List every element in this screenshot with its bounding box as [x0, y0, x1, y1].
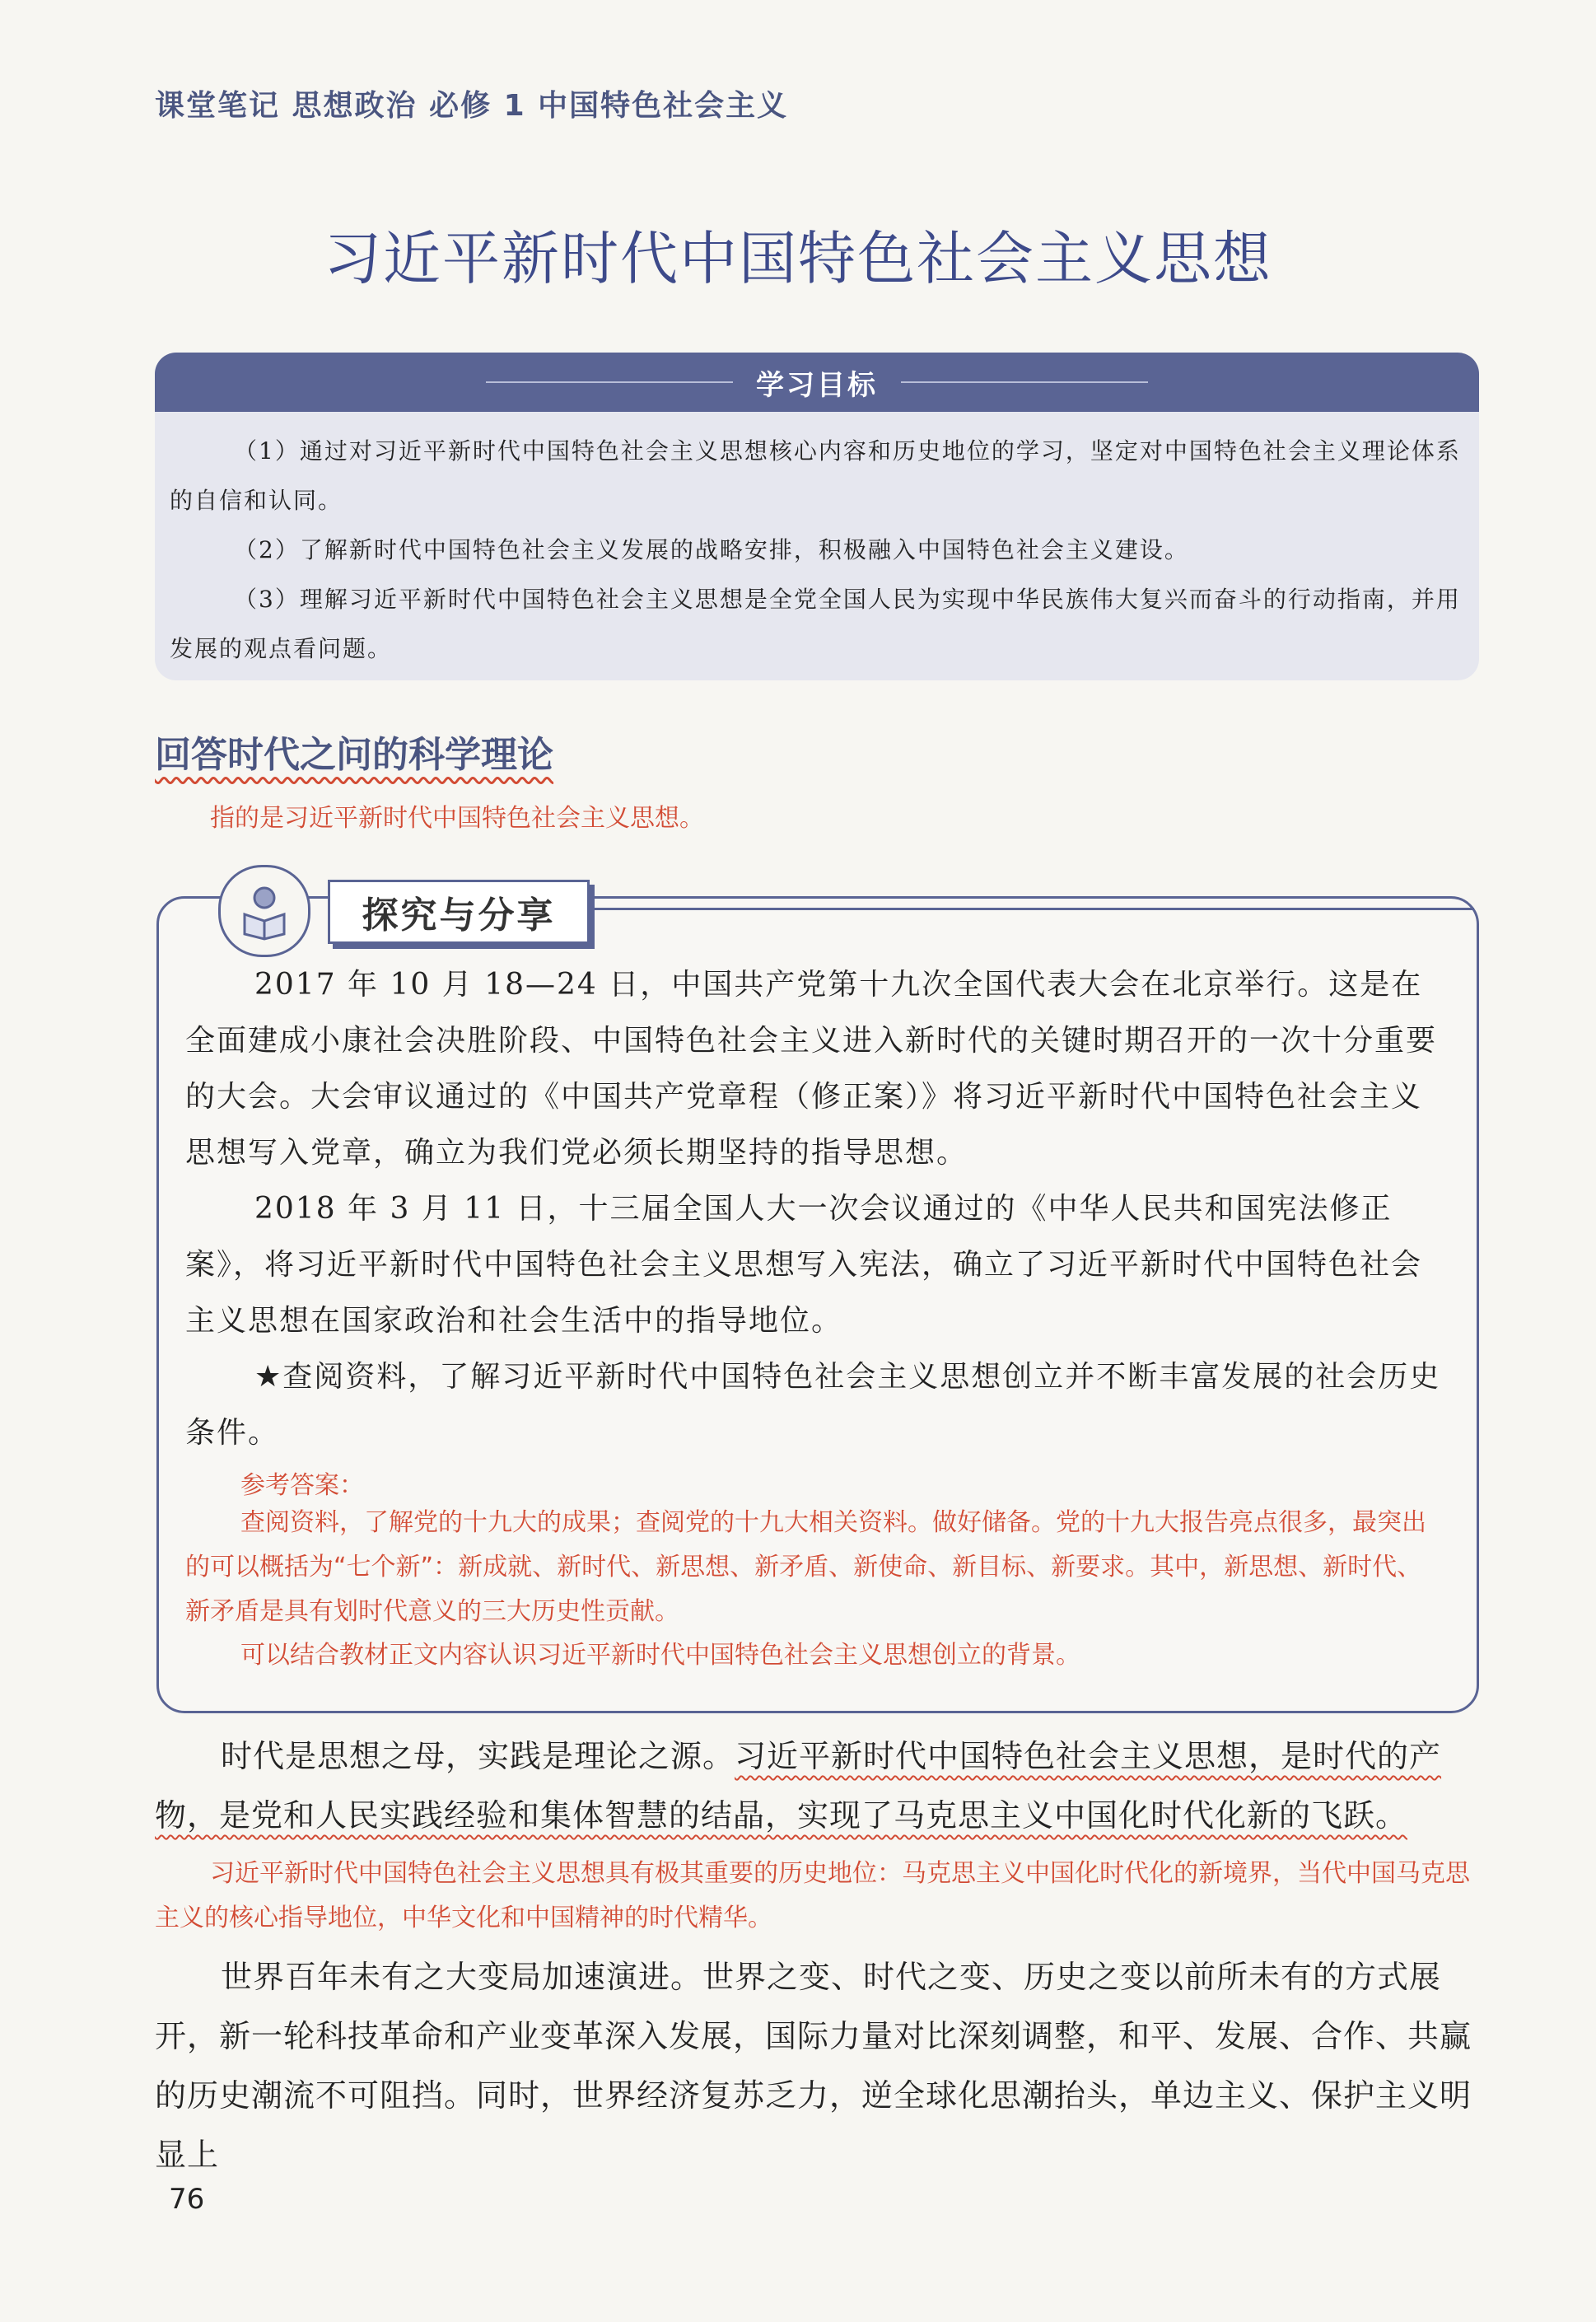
body-paragraph-1-lead: 时代是思想之母，实践是理论之源。 — [221, 1738, 735, 1774]
learning-goals-box — [155, 353, 1479, 680]
history-status-note: 习近平新时代中国特色社会主义思想具有极其重要的历史地位：马克思主义中国化时代化的新境界，当代中国马克思主义的核心指导地位，中华文化和中国精神的时代精华。 — [155, 1859, 1470, 1932]
divider-line — [901, 381, 1148, 383]
explore-title: 探究与分享 — [362, 895, 556, 937]
explore-task: ★查阅资料，了解习近平新时代中国特色社会主义思想创立并不断丰富发展的社会历史条件。 — [185, 1360, 1441, 1450]
page-number: 76 — [169, 2183, 205, 2216]
page-title: 习近平新时代中国特色社会主义思想 — [324, 225, 1272, 292]
explore-title-rule — [585, 908, 1474, 910]
reader-icon — [218, 865, 310, 957]
section-heading: 回答时代之问的科学理论 — [155, 734, 553, 776]
divider-line — [486, 381, 733, 383]
body-paragraph-2: 世界百年未有之大变局加速演进。世界之变、时代之变、历史之变以前所未有的方式展开，新一轮科技革命和产业变革深入发展，国际力量对比深刻调整，和平、发展、合作、共赢的历史潮流不可阻挡。同时，世界经济复苏乏力，逆全球化思潮抬头，单边主义、保护主义明显上 — [155, 1959, 1472, 2173]
goal-item-3: （3）理解习近平新时代中国特色社会主义思想是全党全国人民为实现中华民族伟大复兴而奋斗的行动指南，并用发展的观点看问题。 — [170, 586, 1461, 662]
body-paragraph-1 — [155, 1726, 1479, 1845]
section-note: 指的是习近平新时代中国特色社会主义思想。 — [210, 804, 704, 833]
running-header: 课堂笔记 思想政治 必修 1 中国特色社会主义 — [155, 89, 789, 123]
explore-paragraph-2: 2018 年 3 月 11 日，十三届全国人大一次会议通过的《中华人民共和国宪法修正案》，将习近平新时代中国特色社会主义思想写入宪法，确立了习近平新时代中国特色社会主义思想在国家政治和社会生活中的指导地位。 — [185, 1192, 1423, 1338]
goal-item-1: （1）通过对习近平新时代中国特色社会主义思想核心内容和历史地位的学习，坚定对中国特色社会主义理论体系的自信和认同。 — [170, 437, 1461, 514]
goal-item-2: （2）了解新时代中国特色社会主义发展的战略安排，积极融入中国特色社会主义建设。 — [234, 536, 1189, 563]
explore-title-box — [328, 880, 590, 944]
answer-hint: 可以结合教材正文内容认识习近平新时代中国特色社会主义思想创立的背景。 — [240, 1641, 1080, 1670]
explore-paragraph-1: 2017 年 10 月 18—24 日，中国共产党第十九次全国代表大会在北京举行。这是在全面建成小康社会决胜阶段、中国特色社会主义进入新时代的关键时期召开的一次十分重要的大会。大会审议通过的《中国共产党章程（修正案）》将习近平新时代中国特色社会主义思想写入党章，确立为我们党必须长期坚持的指导思想。 — [185, 968, 1438, 1170]
learning-goals-title: 学习目标 — [756, 368, 878, 402]
body-paragraph-1-highlight: 习近平新时代中国特色社会主义思想，是时代的产物，是党和人民实践经验和集体智慧的结晶，实现了马克思主义中国化时代化新的飞跃。 — [155, 1738, 1442, 1834]
answer-text: 查阅资料，了解党的十九大的成果；查阅党的十九大相关资料。做好储备。党的十九大报告亮点很多，最突出的可以概括为“七个新”：新成就、新时代、新思想、新矛盾、新使命、新目标、新要求。其中，新思想、新时代、新矛盾是具有划时代意义的三大历史性贡献。 — [185, 1508, 1426, 1626]
learning-goals-header — [155, 353, 1479, 412]
answer-label: 参考答案： — [240, 1471, 364, 1500]
